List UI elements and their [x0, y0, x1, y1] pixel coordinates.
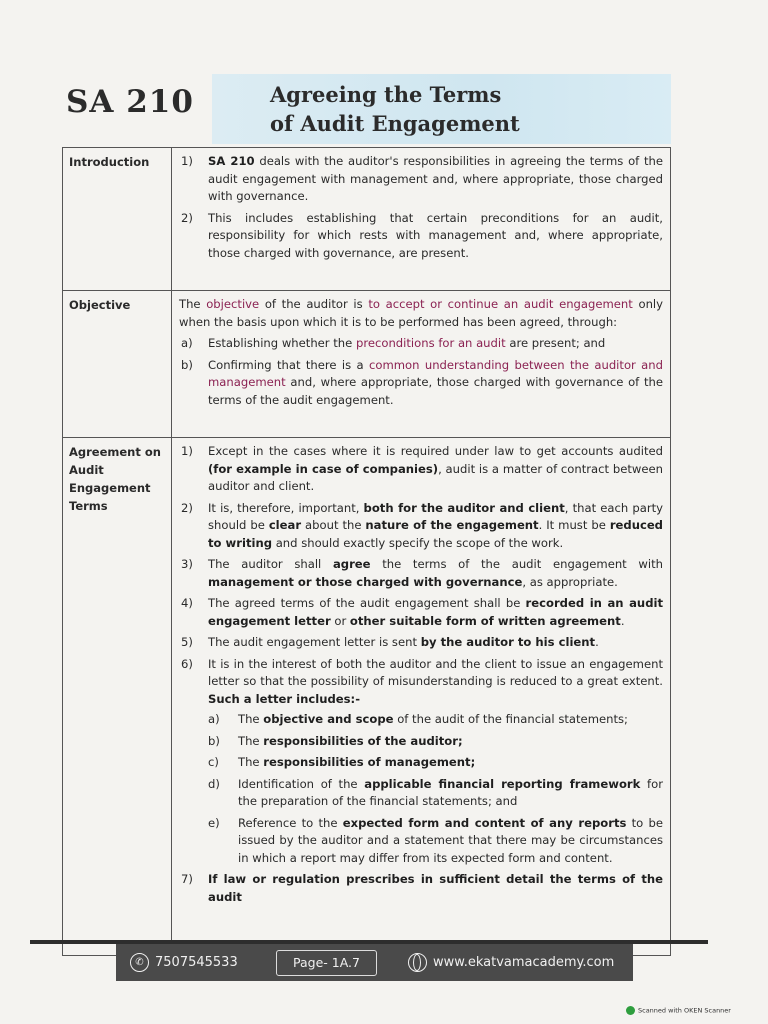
objective-row: [63, 291, 671, 438]
list-item: a) Establishing whether the preconditions for an audit are present; and: [181, 336, 606, 350]
sub-list-item: c) The responsibilities of management;: [208, 755, 476, 769]
phone-icon: ✆: [130, 953, 149, 972]
letter-contents-list: [208, 711, 663, 867]
list-item: 3) The auditor shall agree the terms of the audit engagement with management or those charged with governance, as appropriate.: [181, 557, 663, 589]
globe-icon: [408, 953, 427, 972]
list-item: 2) This includes establishing that certain preconditions for an audit, responsibility for which rests with management and, where appropriate, those charged with governance, are present.: [181, 210, 663, 260]
footer-phone: [130, 953, 238, 972]
footer-bar: [116, 944, 633, 981]
introduction-row: [63, 148, 671, 291]
introduction-label: Introduction: [63, 148, 172, 291]
objective-content: [172, 291, 671, 438]
objective-label: Objective: [63, 291, 172, 438]
list-item: b) Confirming that there is a common understanding between the auditor and management and, where appropriate, those charged with governance of the terms of the audit engagement.: [181, 357, 663, 407]
website-url[interactable]: www.ekatvamacademy.com: [433, 955, 615, 970]
list-item: 1) SA 210 deals with the auditor's responsibilities in agreeing the terms of the audit engagement with management and, where appropriate, those charged with governance.: [181, 154, 663, 203]
title-line-2: of Audit Engagement: [270, 111, 520, 136]
standard-code: SA 210: [66, 84, 194, 120]
scanner-logo-icon: [626, 1006, 635, 1015]
list-item: 7) If law or regulation prescribes in sufficient detail the terms of the audit: [181, 872, 663, 904]
phone-number: 7507545533: [155, 955, 238, 970]
objective-lead: The objective of the auditor is to accept or continue an audit engagement only when the basis upon which it is to be performed has been agreed, through:: [179, 297, 664, 329]
list-item: 5) The audit engagement letter is sent by the auditor to his client.: [181, 635, 599, 649]
list-item: 6) It is in the interest of both the auditor and the client to issue an engagement letter so that the possibility of misunderstanding is reduced to a great extent. Such a letter includes:- a) The objective and scope of the audit of the financial statements; b) The responsibilities of the auditor; c) The responsibilities of management; d) Identification of the applicable financial reporting framework for the preparation of the financial statements; and e) Reference to the expected form and content of any reports to be issued by the auditor and a statement that there may be circumstances in which a report may differ from its expected form and content.: [179, 656, 663, 868]
introduction-content: [172, 148, 671, 291]
sub-list-item: a) The objective and scope of the audit of the financial statements;: [208, 712, 628, 726]
sub-list-item: d) Identification of the applicable financial reporting framework for the preparation of the financial statements; and: [208, 776, 663, 808]
scanner-watermark: Scanned with OKEN Scanner: [626, 1006, 731, 1015]
list-item: 2) It is, therefore, important, both for the auditor and client, that each party should be clear about the nature of the engagement. It must be reduced to writing and should exactly specify the scope of the work.: [181, 500, 663, 550]
list-item: 4) The agreed terms of the audit engagement shall be recorded in an audit engagement letter or other suitable form of written agreement.: [181, 596, 664, 628]
agreement-content: [172, 438, 671, 956]
agreement-label: Agreement on Audit Engagement Terms: [63, 438, 172, 956]
title-line-1: Agreeing the Terms: [270, 82, 502, 107]
page-number: Page- 1A.7: [276, 950, 377, 976]
list-item: 1) Except in the cases where it is required under law to get accounts audited (for example in case of companies), audit is a matter of contract between auditor and client.: [181, 444, 663, 493]
sub-list-item: e) Reference to the expected form and content of any reports to be issued by the auditor and a statement that there may be circumstances in which a report may differ from its expected form and content.: [208, 815, 663, 865]
agreement-row: [63, 438, 671, 956]
sub-list-item: b) The responsibilities of the auditor;: [208, 733, 463, 748]
page-title: [270, 80, 520, 138]
footer-website[interactable]: [408, 953, 614, 972]
content-table: [62, 147, 671, 956]
